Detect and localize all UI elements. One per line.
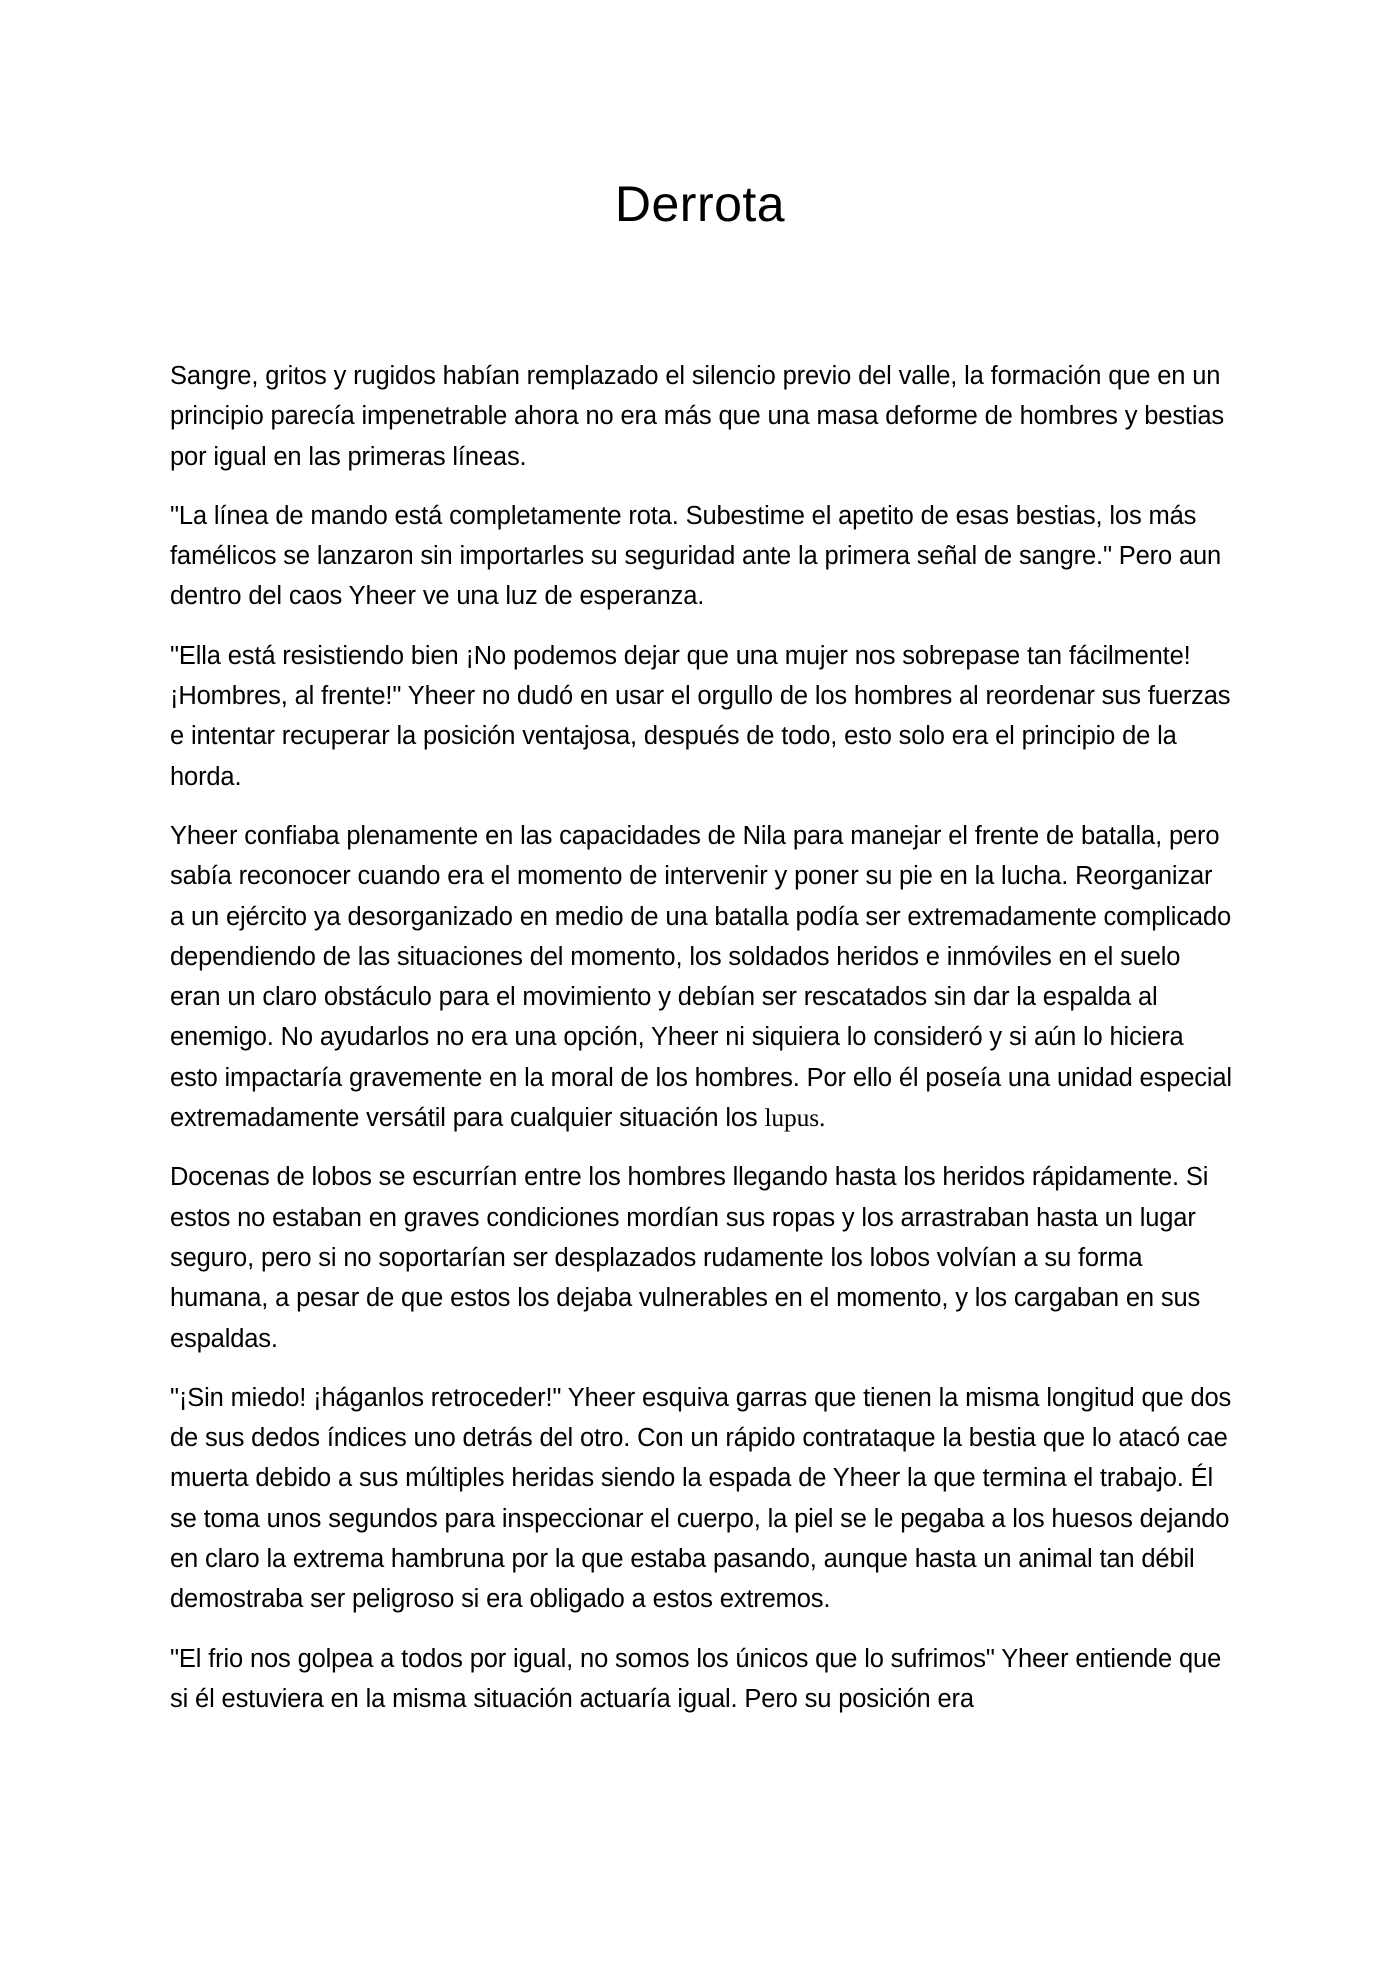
document-body — [170, 356, 1232, 1738]
paragraph-5: Docenas de lobos se escurrían entre los hombres llegando hasta los heridos rápidamente. Si estos no estaban en graves condiciones mordían sus ropas y los arrastraban hasta un lugar seguro, pero si no soportarían ser desplazados rudamente los lobos volvían a su forma humana, a pesar de que estos los dejaba vulnerables en el momento, y los cargaban en sus espaldas. — [170, 1163, 1209, 1353]
paragraph-4-serif-word: lupus. — [764, 1103, 826, 1133]
paragraph-6: "¡Sin miedo! ¡háganlos retroceder!" Yheer esquiva garras que tienen la misma longitud que dos de sus dedos índices uno detrás del otro. Con un rápido contrataque la bestia que lo atacó cae muerta debido a sus múltiples heridas siendo la espada de Yheer la que termina el trabajo. Él se toma unos segundos para inspeccionar el cuerpo, la piel se le pegaba a los huesos dejando en claro la extrema hambruna por la que estaba pasando, aunque hasta un animal tan débil demostraba ser peligroso si era obligado a estos extremos. — [170, 1383, 1232, 1614]
paragraph-2: "La línea de mando está completamente rota. Subestime el apetito de esas bestias, los más famélicos se lanzaron sin importarles su seguridad ante la primera señal de sangre." Pero aun dentro del caos Yheer ve una luz de esperanza. — [170, 501, 1222, 611]
document-title: Derrota — [614, 176, 786, 232]
paragraph-3: "Ella está resistiendo bien ¡No podemos dejar que una mujer nos sobrepase tan fácilmente! ¡Hombres, al frente!" Yheer no dudó en usar el orgullo de los hombres al reordenar sus fuerzas e intentar recuperar la posición ventajosa, después de todo, esto solo era el principio de la horda. — [170, 641, 1231, 791]
paragraph-4-text: Yheer confiaba plenamente en las capacidades de Nila para manejar el frente de batalla, pero sabía reconocer cuando era el momento de intervenir y poner su pie en la lucha. Reorganizar a un ejército ya desorganizado en medio de una batalla podía ser extremadamente complicado dependiendo de las situaciones del momento, los soldados heridos e inmóviles en el suelo eran un claro obstáculo para el movimiento y debían ser rescatados sin dar la espalda al enemigo. No ayudarlos no era una opción, Yheer ni siquiera lo consideró y si aún lo hiciera esto impactaría gravemente en la moral de los hombres. Por ello él poseía una unidad especial extremadamente versátil para cualquier situación los — [170, 821, 1232, 1133]
paragraph-4 — [170, 816, 1232, 1138]
paragraph-1: Sangre, gritos y rugidos habían remplazado el silencio previo del valle, la formación que en un principio parecía impenetrable ahora no era más que una masa deforme de hombres y bestias por igual en las primeras líneas. — [170, 362, 1225, 471]
paragraph-7: "El frio nos golpea a todos por igual, no somos los únicos que lo sufrimos" Yheer entiende que si él estuviera en la misma situación actuaría igual. Pero su posición era — [170, 1644, 1222, 1713]
